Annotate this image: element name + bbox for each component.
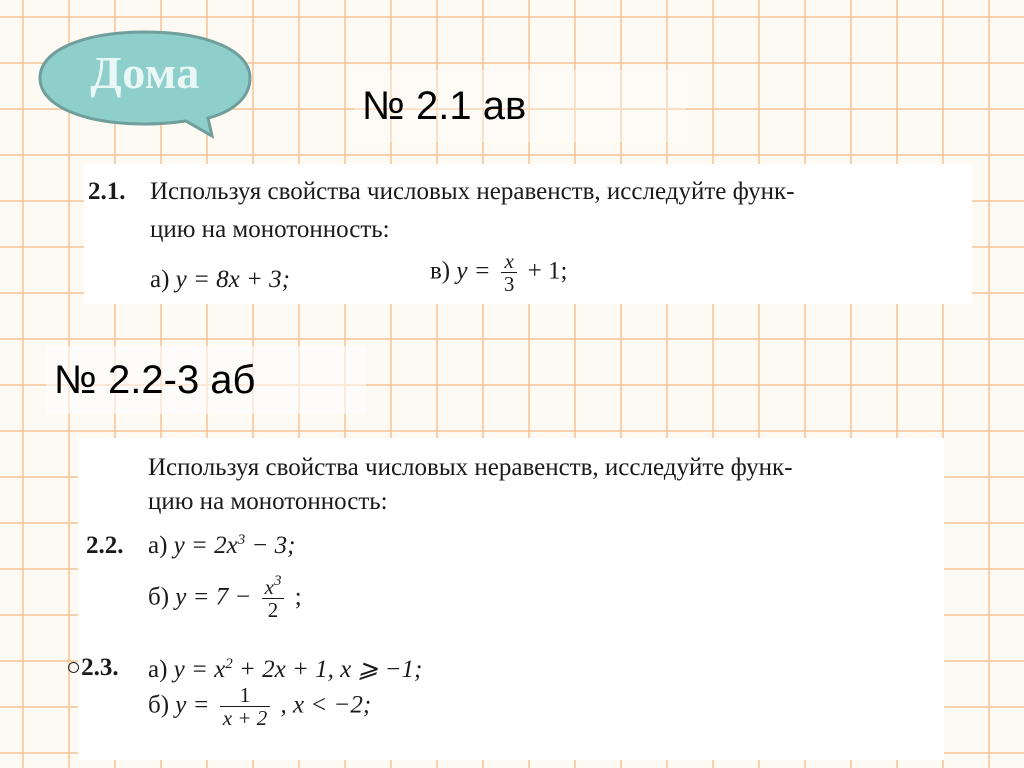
p22-b-suffix: ;: [294, 583, 302, 611]
item-v-prefix: y =: [456, 257, 491, 285]
p23-marker-icon: ○: [66, 654, 82, 681]
p23-a-suffix: + 2x + 1, x ⩾ −1;: [232, 656, 423, 683]
assignment-heading-1: № 2.1 ав: [354, 70, 686, 142]
problems-2-2-3-instruction-line1: Используя свойства числовых неравенств, исследуйте функ-: [148, 454, 793, 481]
p22-a-label: а): [148, 532, 168, 559]
p23-number: 2.3.: [81, 654, 119, 681]
item-v-numerator: x: [501, 250, 518, 273]
p22-b-label: б): [148, 583, 170, 611]
problem-2-3-number: [66, 654, 119, 682]
item-a-label: а): [150, 266, 170, 293]
home-speech-bubble: [36, 28, 254, 124]
assignment-heading-2: № 2.2-3 аб: [46, 346, 366, 414]
problem-2-2-item-b: [148, 573, 302, 623]
p22-b-prefix: y = 7 −: [175, 583, 252, 611]
p22-a-exponent: 3: [237, 532, 246, 548]
p23-b-prefix: y =: [175, 691, 210, 719]
item-a-formula: y = 8x + 3;: [175, 266, 290, 293]
p23-a-prefix: y = x: [173, 656, 226, 683]
p23-b-label: б): [148, 691, 170, 719]
problem-2-1-number: 2.1.: [88, 178, 126, 205]
p23-b-numerator: 1: [220, 684, 271, 707]
problem-2-1-instruction-line1: Используя свойства числовых неравенств, исследуйте функ-: [150, 178, 795, 205]
problem-2-3-item-a: [148, 654, 422, 684]
item-v-denominator: 3: [503, 272, 515, 297]
item-v-suffix: + 1;: [527, 257, 568, 285]
p22-a-suffix: − 3;: [245, 532, 296, 559]
problem-2-1-item-v: [430, 250, 567, 295]
p22-b-denominator: 2: [267, 598, 279, 623]
problem-2-2-item-a: [148, 532, 295, 560]
p23-b-suffix: , x < −2;: [280, 691, 372, 719]
item-v-fraction: [501, 250, 518, 295]
problems-2-2-3-instruction-line2: цию на монотонность:: [148, 488, 388, 515]
p22-b-fraction: [262, 573, 285, 623]
p22-b-numerator: x: [264, 575, 274, 599]
bubble-label: Дома: [90, 47, 200, 98]
problem-2-2-number: 2.2.: [86, 532, 124, 559]
p22-a-prefix: y = 2x: [173, 532, 238, 559]
p23-a-label: а): [148, 656, 168, 683]
problem-2-1-instruction-line2: цию на монотонность:: [150, 216, 390, 243]
p23-b-denominator: x + 2: [222, 706, 268, 731]
problem-2-3-item-b: [148, 684, 371, 729]
item-v-label: в): [430, 257, 451, 285]
p23-b-fraction: [220, 684, 271, 729]
p23-a-exponent: 2: [225, 656, 233, 672]
p22-b-numerator-exponent: 3: [273, 573, 282, 589]
problem-2-1-item-a: [150, 266, 290, 294]
